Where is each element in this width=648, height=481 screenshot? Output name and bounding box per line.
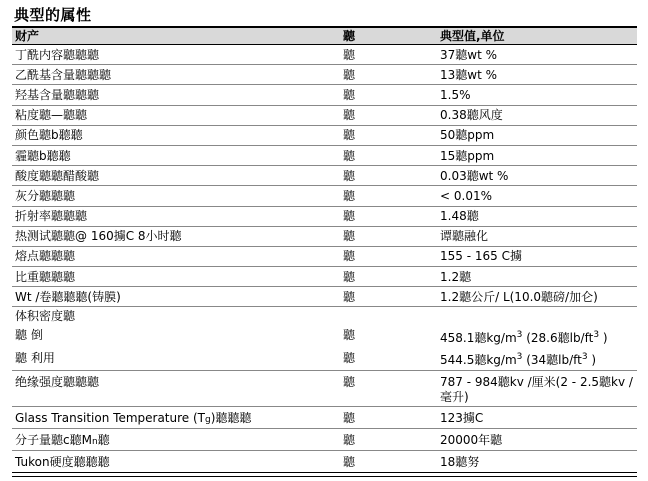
row-value: 20000年聽 — [440, 432, 503, 447]
row-value: < 0.01% — [440, 188, 492, 203]
row-value: 0.03聽wt % — [440, 168, 509, 183]
row-mid: 聽 — [343, 188, 356, 203]
row-name: 体积密度聽 — [15, 309, 76, 324]
row-name: 分子量聽c聽M n 聽 — [15, 432, 110, 447]
row-name: 灰分聽聽聽 — [15, 188, 76, 203]
table-row — [12, 186, 637, 206]
row-name: 比重聽聽聽 — [15, 269, 76, 284]
row-mid: 聽 — [343, 328, 356, 343]
row-mid: 聽 — [343, 87, 356, 102]
table-body — [12, 45, 637, 307]
superscript: 3 — [593, 330, 600, 341]
row-value: 37聽wt % — [440, 47, 498, 62]
bottom-rule — [12, 472, 637, 473]
row-name: 颜色聽b聽聽 — [15, 128, 83, 143]
superscript: 3 — [516, 330, 523, 341]
table-row — [12, 106, 637, 126]
value-part: 544.5聽kg/m — [440, 353, 517, 368]
row-name: Wt /卷聽聽聽(铸膜) — [15, 289, 121, 304]
row-value: 1.2聽公斤/ L(10.0聽磅/加仑) — [440, 289, 598, 304]
row-name: 聽 倒 — [15, 328, 43, 343]
row-name: 乙酰基含量聽聽聽 — [15, 67, 112, 82]
row-mid: 聽 — [343, 269, 356, 284]
row-mid: 聽 — [343, 289, 356, 304]
row-name: Tukon硬度聽聽聽 — [15, 455, 110, 470]
row-value: 13聽wt % — [440, 67, 498, 82]
table-row-dielectric — [12, 371, 637, 407]
table-row-glass-transition — [12, 407, 637, 429]
row-value: 1.2聽 — [440, 269, 472, 284]
name-part: 分子量聽c聽M — [15, 432, 92, 447]
table-row — [12, 146, 637, 166]
row-name: 粘度聽—聽聽 — [15, 108, 88, 123]
value-part: ) — [587, 353, 597, 368]
header-blank: 聽 — [343, 29, 356, 43]
table-row — [12, 166, 637, 186]
row-mid: 聽 — [343, 249, 356, 264]
row-name: 丁酰内容聽聽聽 — [15, 47, 100, 62]
row-name: 酸度聽聽醋酸聽 — [15, 168, 100, 183]
table-row-molecular-weight — [12, 429, 637, 451]
row-name: 绝缘强度聽聽聽 — [15, 375, 100, 390]
header-property: 财产 — [15, 29, 40, 43]
row-value: 18聽努 — [440, 455, 480, 470]
row-name: 折射率聽聽聽 — [15, 209, 88, 224]
table-row — [12, 65, 637, 85]
table-row — [12, 227, 637, 247]
row-mid: 聽 — [343, 128, 356, 143]
table-row — [12, 287, 637, 307]
row-name: Glass Transition Temperature (T g )聽聽聽 — [15, 410, 252, 425]
name-part: Glass Transition Temperature (T — [15, 410, 205, 425]
row-value: 50聽ppm — [440, 128, 495, 143]
name-part: )聽聽聽 — [210, 410, 252, 425]
table-row-bulk-density — [12, 307, 637, 325]
value-part: 458.1聽kg/m — [440, 331, 517, 346]
row-mid: 聽 — [343, 229, 356, 244]
row-mid: 聽 — [343, 432, 356, 447]
superscript: 3 — [516, 352, 523, 363]
value-part: ) — [599, 331, 608, 346]
row-value: 15聽ppm — [440, 148, 495, 163]
row-name: 聽 利用 — [15, 350, 55, 365]
page-title: 典型的属性 — [14, 6, 92, 24]
row-mid: 聽 — [343, 455, 356, 470]
row-mid: 聽 — [343, 209, 356, 224]
table-header — [12, 26, 637, 45]
row-mid: 聽 — [343, 108, 356, 123]
name-part: 聽 — [97, 432, 110, 447]
table-row — [12, 247, 637, 267]
row-mid: 聽 — [343, 67, 356, 82]
table-row — [12, 267, 637, 287]
row-name: 熔点聽聽聽 — [15, 249, 76, 264]
table-row — [12, 207, 637, 227]
bottom-rule-second — [12, 476, 637, 477]
row-value: 787 - 984聽kv /厘米(2 - 2.5聽kv /毫升) — [440, 375, 633, 405]
row-value: 0.38聽风度 — [440, 108, 503, 123]
table-row-tapped — [12, 348, 637, 371]
row-value: 1.48聽 — [440, 209, 479, 224]
row-value — [437, 353, 637, 367]
row-value: 谭聽融化 — [440, 229, 489, 244]
superscript: 3 — [581, 352, 588, 363]
row-mid: 聽 — [343, 375, 356, 390]
row-name: 霾聽b聽聽 — [15, 148, 71, 163]
header-typical-value: 典型值,单位 — [440, 29, 505, 43]
table-row-tukon — [12, 451, 637, 473]
row-mid: 聽 — [343, 47, 356, 62]
row-mid: 聽 — [343, 148, 356, 163]
row-mid: 聽 — [343, 168, 356, 183]
row-value: 123擄C — [440, 410, 484, 425]
row-name: 热测试聽聽@ 160擄C 8小时聽 — [15, 229, 182, 244]
value-part: (28.6聽lb/ft — [522, 331, 594, 346]
table-row — [12, 45, 637, 65]
row-value — [437, 331, 637, 345]
table-row — [12, 85, 637, 105]
row-mid: 聽 — [343, 410, 356, 425]
row-mid: 聽 — [343, 350, 356, 365]
value-part: (34聽lb/ft — [522, 353, 582, 368]
row-name: 羟基含量聽聽聽 — [15, 87, 100, 102]
table-row — [12, 126, 637, 146]
properties-table — [12, 26, 637, 473]
table-row-poured — [12, 325, 637, 348]
row-value: 1.5% — [440, 87, 471, 102]
row-value: 155 - 165 C擄 — [440, 249, 522, 264]
